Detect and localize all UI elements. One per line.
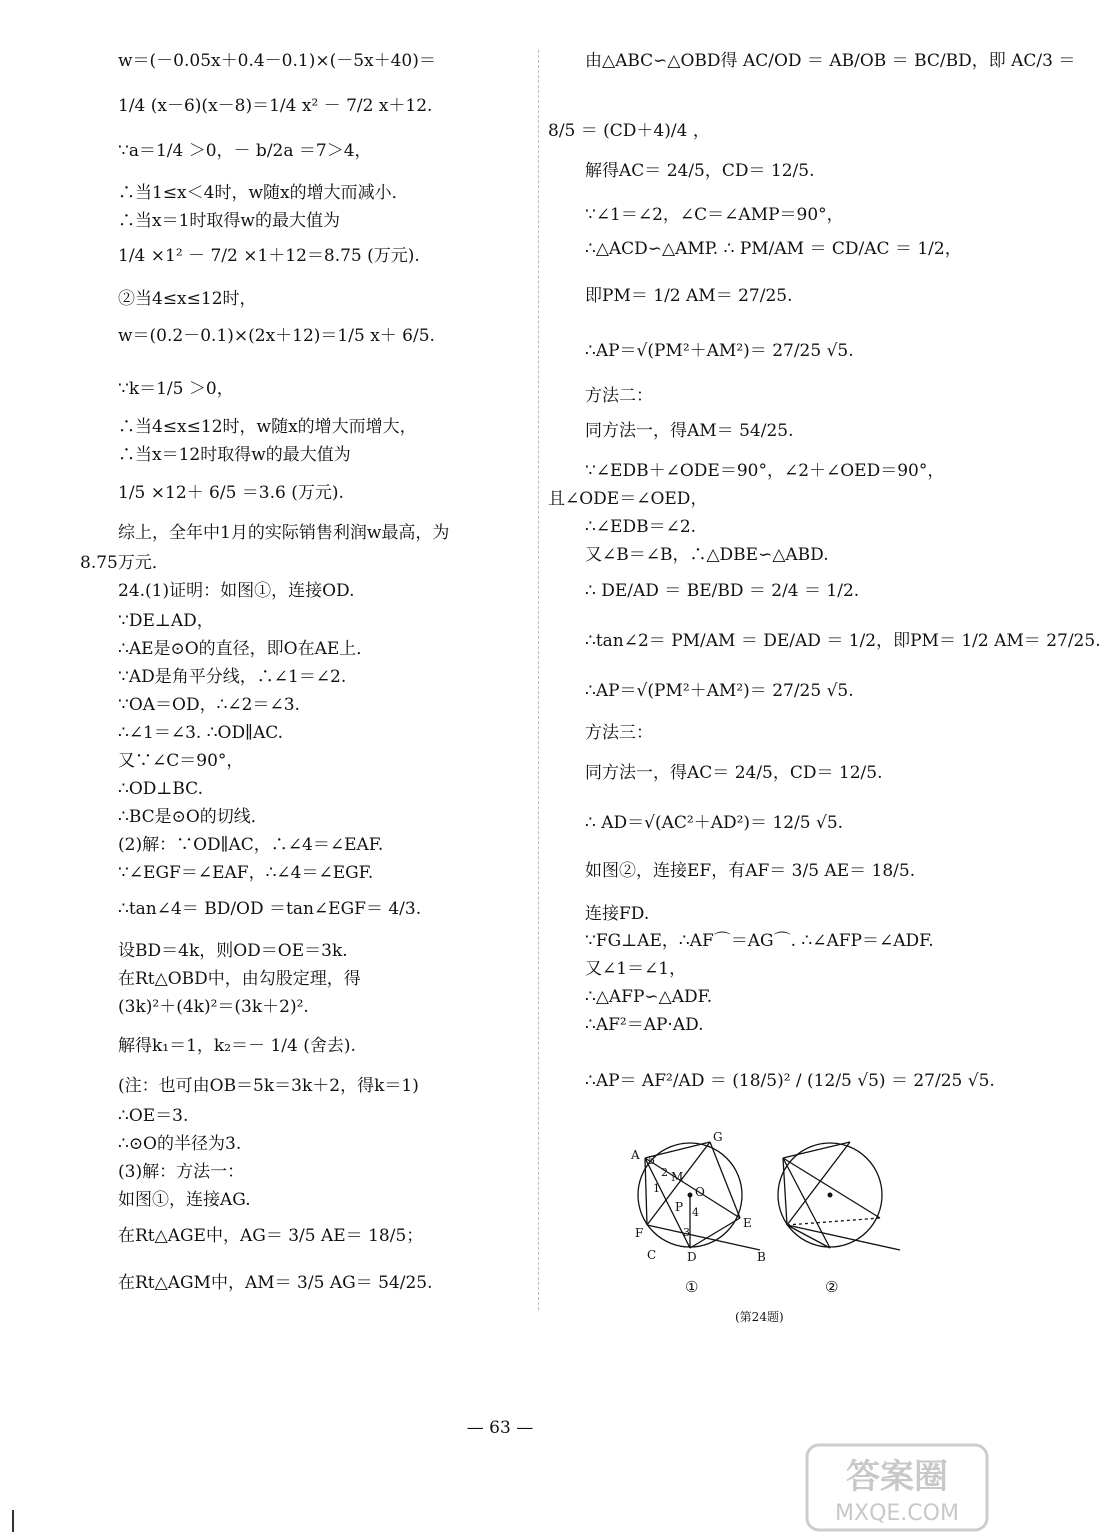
solution-line: ∴当1≤x＜4时，w随x的增大而减小． <box>118 183 409 203</box>
solution-line: w＝(0.2－0.1)×(2x＋12)＝1/5 x＋ 6/5. <box>118 326 435 346</box>
solution-line: 又∠1＝∠1， <box>585 959 687 979</box>
geometry-figure <box>625 1130 925 1300</box>
solution-line: 连接FD. <box>585 904 650 924</box>
solution-line: ∵∠1＝∠2，∠C＝∠AMP＝90°， <box>585 205 844 225</box>
point-label-p: P <box>675 1200 684 1214</box>
solution-line: 方法二： <box>585 386 653 406</box>
solution-line: 1/5 ×12＋ 6/5 ＝3.6 (万元). <box>118 483 344 503</box>
solution-line: ∵DE⊥AD， <box>118 611 214 631</box>
solution-line: ∴△AFP∽△ADF. <box>585 987 713 1007</box>
point-label-b: B <box>757 1250 766 1264</box>
solution-line: 8.75万元． <box>80 553 169 573</box>
solution-line: 同方法一，得AC＝ 24/5，CD＝ 12/5. <box>585 763 883 783</box>
solution-line: ∴tan∠2＝ PM/AM ＝ DE/AD ＝ 1/2，即PM＝ 1/2 AM＝ 27/25. <box>585 631 1101 651</box>
solution-line: ∵OA＝OD，∴∠2＝∠3. <box>118 695 300 715</box>
solution-line: ∵∠EGF＝∠EAF，∴∠4＝∠EGF. <box>118 863 374 883</box>
point-label-g: G <box>713 1130 723 1144</box>
figure-2-label: ② <box>825 1278 839 1296</box>
solution-line: ∴∠EDB＝∠2. <box>585 517 697 537</box>
solution-line: ∴ AD＝√(AC²＋AD²)＝ 12/5 √5. <box>585 813 844 833</box>
solution-line: 且∠ODE＝∠OED， <box>548 489 708 509</box>
solution-line: w＝(－0.05x＋0.4－0.1)×(－5x＋40)＝ <box>118 51 436 71</box>
solution-line: 8/5 ＝ (CD＋4)/4 ， <box>548 121 710 141</box>
solution-line: 又∠B＝∠B，∴△DBE∽△ABD. <box>585 545 829 565</box>
solution-line: 1/4 (x－6)(x－8)＝1/4 x² － 7/2 x＋12. <box>118 96 433 116</box>
solution-line: 又∵∠C＝90°， <box>118 751 244 771</box>
column-divider <box>538 50 539 1310</box>
svg-text:MXQE.COM: MXQE.COM <box>835 1501 959 1526</box>
solution-line: 如图②，连接EF，有AF＝ 3/5 AE＝ 18/5. <box>585 861 916 881</box>
solution-line: (注：也可由OB＝5k＝3k＋2，得k＝1) <box>118 1076 419 1096</box>
solution-line: 在Rt△AGM中，AM＝ 3/5 AG＝ 54/25. <box>118 1273 433 1293</box>
solution-line: 设BD＝4k，则OD＝OE＝3k. <box>118 941 348 961</box>
solution-line: ∴ DE/AD ＝ BE/BD ＝ 2/4 ＝ 1/2. <box>585 581 860 601</box>
solution-line: 解得AC＝ 24/5，CD＝ 12/5. <box>585 161 815 181</box>
angle-label-2: 2 <box>661 1166 668 1179</box>
watermark-icon <box>802 1440 992 1535</box>
point-label-m: M <box>671 1170 684 1184</box>
solution-line: ∴BC是⊙O的切线． <box>118 807 268 827</box>
point-label-e: E <box>743 1216 752 1230</box>
point-label-o: O <box>695 1185 705 1199</box>
point-label-d: D <box>687 1250 697 1264</box>
solution-line: ∴AP＝ AF²/AD ＝ (18/5)² / (12/5 √5) ＝ 27/25 √5. <box>585 1071 995 1091</box>
solution-line: ∴tan∠4＝ BD/OD ＝tan∠EGF＝ 4/3. <box>118 899 422 919</box>
svg-text:答案圈: 答案圈 <box>846 1457 948 1497</box>
solution-line: ∴OD⊥BC. <box>118 779 203 799</box>
point-label-a: A <box>631 1148 640 1162</box>
solution-line: 1/4 ×1² － 7/2 ×1＋12＝8.75 (万元). <box>118 246 420 266</box>
solution-line: (3)解：方法一： <box>118 1162 245 1182</box>
solution-line: ∴AP＝√(PM²＋AM²)＝ 27/25 √5. <box>585 681 854 701</box>
solution-line: ②当4≤x≤12时， <box>118 289 257 309</box>
solution-line: (2)解：∵OD∥AC，∴∠4＝∠EAF. <box>118 835 384 855</box>
angle-label-1: 1 <box>653 1182 660 1195</box>
angle-label-5: 5 <box>648 1154 655 1167</box>
solution-line: 如图①，连接AG. <box>118 1190 251 1210</box>
solution-line: 解得k₁＝1，k₂＝－ 1/4 (舍去). <box>118 1036 356 1056</box>
solution-line: ∵∠EDB＋∠ODE＝90°，∠2＋∠OED＝90°， <box>585 461 945 481</box>
margin-mark <box>12 1510 14 1532</box>
point-label-f: F <box>635 1226 644 1240</box>
figure-caption: (第24题) <box>735 1310 784 1324</box>
solution-line: ∴AE是⊙O的直径，即O在AE上． <box>118 639 374 659</box>
solution-line: ∴当4≤x≤12时，w随x的增大而增大， <box>118 417 417 437</box>
solution-line: ∴△ACD∽△AMP. ∴ PM/AM ＝ CD/AC ＝ 1/2， <box>585 239 962 259</box>
solution-line: (3k)²＋(4k)²＝(3k＋2)². <box>118 997 309 1017</box>
solution-line: ∴⊙O的半径为3. <box>118 1134 242 1154</box>
solution-line: ∴当x＝12时取得w的最大值为 <box>118 445 351 465</box>
solution-line: ∵AD是角平分线，∴∠1＝∠2. <box>118 667 347 687</box>
watermark-logo <box>802 1440 992 1535</box>
solution-line: ∴AF²＝AP·AD. <box>585 1015 704 1035</box>
solution-line: ∴OE＝3. <box>118 1106 189 1126</box>
solution-line: ∴AP＝√(PM²＋AM²)＝ 27/25 √5. <box>585 341 854 361</box>
solution-line: 方法三： <box>585 723 653 743</box>
angle-label-4: 4 <box>692 1206 699 1219</box>
solution-line: ∴当x＝1时取得w的最大值为 <box>118 211 340 231</box>
figure-1-label: ① <box>685 1278 699 1296</box>
solution-line: 24.(1)证明：如图①，连接OD. <box>118 581 355 601</box>
solution-line: ∵a＝1/4 ＞0，－ b/2a ＝7＞4， <box>118 141 372 161</box>
page-number: — 63 — <box>466 1418 534 1438</box>
solution-line: ∵k＝1/5 ＞0， <box>118 379 234 399</box>
solution-line: 在Rt△AGE中，AG＝ 3/5 AE＝ 18/5； <box>118 1226 424 1246</box>
solution-line: ∵FG⊥AE，∴AF⌒＝AG⌒. ∴∠AFP＝∠ADF. <box>585 931 934 951</box>
point-label-c: C <box>647 1248 657 1262</box>
solution-line: ∴∠1＝∠3. ∴OD∥AC. <box>118 723 284 743</box>
solution-line: 在Rt△OBD中，由勾股定理，得 <box>118 969 361 989</box>
circle-diagrams <box>625 1130 925 1300</box>
solution-line: 由△ABC∽△OBD得 AC/OD ＝ AB/OB ＝ BC/BD，即 AC/3 ＝ <box>585 51 1076 71</box>
angle-label-3: 3 <box>683 1226 690 1239</box>
solution-line: 即PM＝ 1/2 AM＝ 27/25. <box>585 286 793 306</box>
solution-line: 综上，全年中1月的实际销售利润w最高，为 <box>118 523 450 543</box>
solution-line: 同方法一，得AM＝ 54/25. <box>585 421 794 441</box>
